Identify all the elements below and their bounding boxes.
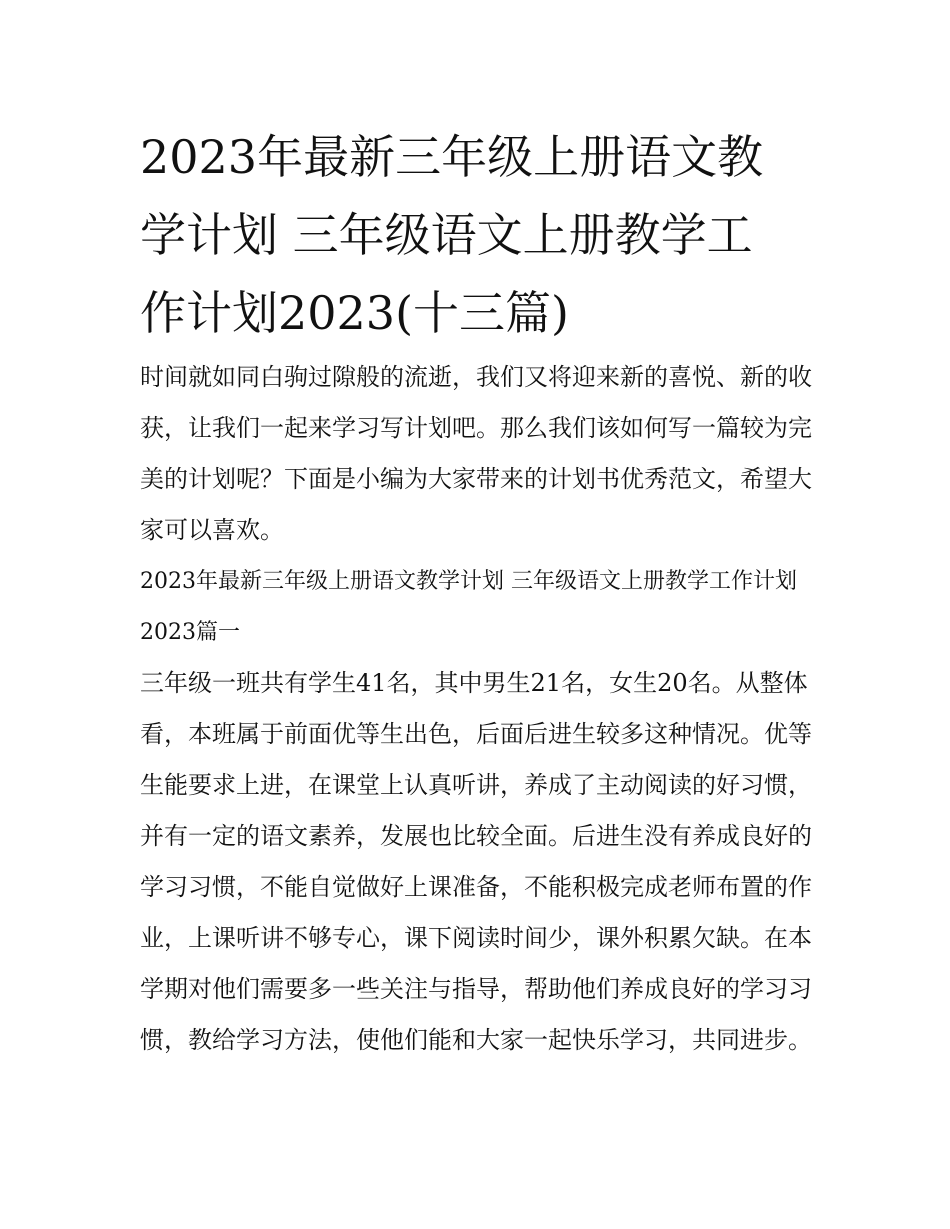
document-page: [140, 118, 812, 1066]
title-line-1: 2023年最新三年级上册语文教: [140, 130, 764, 184]
section-title: 2023年最新三年级上册语文教学计划 三年级语文上册教学工作计划2023篇一: [140, 569, 797, 645]
title-line-2: 学计划 三年级语文上册教学工: [140, 208, 753, 262]
intro-paragraph: 时间就如同白驹过隙般的流逝，我们又将迎来新的喜悦、新的收获，让我们一起来学习写计划吧。那么我们该如何写一篇较为完美的计划呢？下面是小编为大家带来的计划书优秀范文，希望大家可以喜欢。: [140, 363, 812, 544]
body-paragraph: 三年级一班共有学生41名，其中男生21名，女生20名。从整体看，本班属于前面优等生出色，后面后进生较多这种情况。优等生能要求上进，在课堂上认真听讲，养成了主动阅读的好习惯，并有一定的语文素养，发展也比较全面。后进生没有养成良好的学习习惯，不能自觉做好上课准备，不能积极完成老师布置的作业，上课听讲不够专心，课下阅读时间少，课外积累欠缺。在本学期对他们需要多一些关注与指导，帮助他们养成良好的学习习惯，教给学习方法，使他们能和大家一起快乐学习，共同进步。: [140, 669, 812, 1054]
document-title: [140, 118, 812, 352]
title-line-3: 作计划2023(十三篇): [140, 286, 569, 340]
